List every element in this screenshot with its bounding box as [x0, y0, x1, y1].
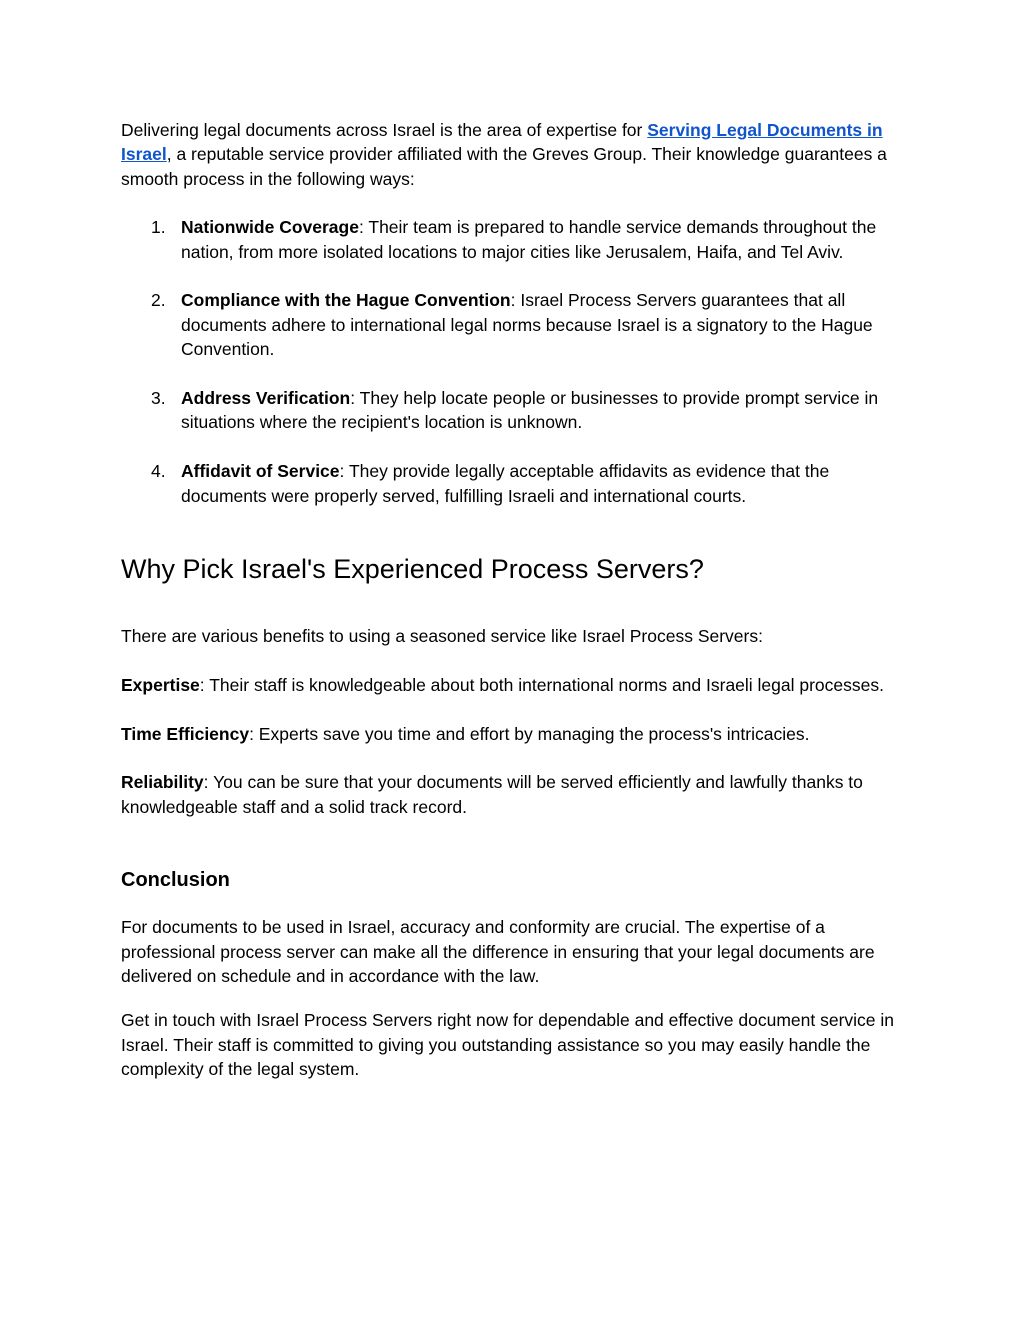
- list-item-term: Nationwide Coverage: [181, 217, 359, 238]
- list-number: 3.: [151, 388, 166, 409]
- benefit-paragraph: [121, 770, 905, 819]
- conclusion-heading: Conclusion: [121, 869, 230, 892]
- benefits-intro: There are various benefits to using a seasoned service like Israel Process Servers:: [121, 626, 763, 647]
- list-item-text: : They help locate people or businesses to provide prompt service in situations where the recipient's location is unknown.: [181, 388, 879, 433]
- conclusion-paragraph: For documents to be used in Israel, accuracy and conformity are crucial. The expertise of a professional process server can make all the difference in ensuring that your legal documents are delivered on schedule and in accordance with the law.: [121, 917, 875, 987]
- list-item-text: : They provide legally acceptable affidavits as evidence that the documents were properly served, fulfilling Israeli and international courts.: [181, 461, 830, 506]
- intro-text-before: Delivering legal documents across Israel is the area of expertise for: [121, 120, 648, 140]
- services-list: [121, 215, 905, 508]
- benefit-text: : You can be sure that your documents will be served efficiently and lawfully thanks to knowledgeable staff and a solid track record.: [121, 772, 863, 817]
- benefit-term: Reliability: [121, 772, 204, 793]
- benefit-text: : Experts save you time and effort by managing the process's intricacies.: [249, 723, 810, 744]
- list-number: 1.: [151, 217, 166, 238]
- list-item-text: : Their team is prepared to handle service demands throughout the nation, from more isolated locations to major cities like Jerusalem, Haifa, and Tel Aviv.: [181, 217, 877, 262]
- benefit-term: Expertise: [121, 674, 200, 695]
- benefit-term: Time Efficiency: [121, 723, 250, 744]
- list-item-text: : Israel Process Servers guarantees that all documents adhere to international legal norms because Israel is a signatory to the Hague Convention.: [181, 290, 873, 360]
- list-item: [121, 386, 905, 435]
- serving-legal-documents-link[interactable]: Serving Legal Documents in Israel: [121, 120, 883, 165]
- list-item-term: Address Verification: [181, 388, 351, 409]
- intro-paragraph: [121, 118, 905, 191]
- list-item: [121, 459, 905, 508]
- list-number: 2.: [151, 290, 166, 311]
- list-number: 4.: [151, 461, 166, 482]
- why-heading: Why Pick Israel's Experienced Process Servers?: [121, 554, 704, 585]
- list-item-term: Affidavit of Service: [181, 461, 340, 482]
- list-item: [121, 215, 905, 264]
- intro-text-after: , a reputable service provider affiliated with the Greves Group. Their knowledge guarantees a smooth process in the following ways:: [121, 144, 887, 189]
- list-item-term: Compliance with the Hague Convention: [181, 290, 511, 311]
- document-body: [121, 118, 905, 1102]
- benefit-text: : Their staff is knowledgeable about both international norms and Israeli legal processes.: [199, 674, 884, 695]
- list-item: [121, 288, 905, 361]
- benefit-paragraph: [121, 673, 905, 697]
- conclusion-paragraph: Get in touch with Israel Process Servers right now for dependable and effective document service in Israel. Their staff is committed to giving you outstanding assistance so you may easily handle the complexity of the legal system.: [121, 1010, 894, 1080]
- benefit-paragraph: [121, 722, 905, 746]
